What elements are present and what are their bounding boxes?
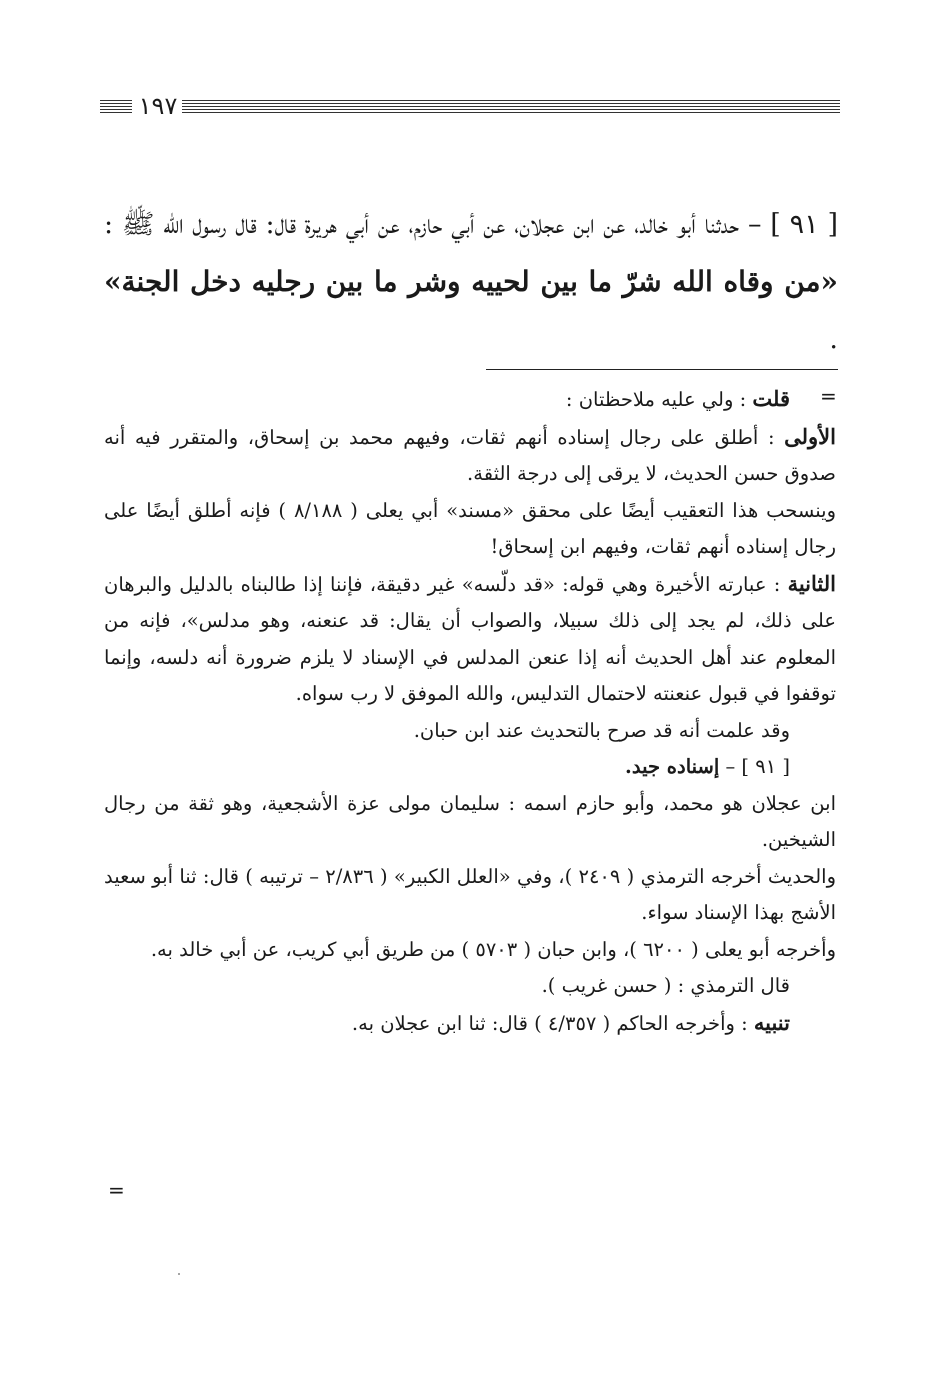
page-header <box>100 92 840 122</box>
note-first <box>104 419 836 493</box>
note-second-keyword: الثانية <box>787 570 836 596</box>
note-narrators: ابن عجلان هو محمد، وأبو حازم اسمه : سليمان مولى عزة الأشجعية، وهو ثقة من رجال الشيخين. <box>104 791 836 851</box>
note-warning <box>104 1005 790 1043</box>
hadith-end: . <box>829 324 838 355</box>
note-second <box>104 566 836 713</box>
grade-text: إسناده جيد. <box>625 755 720 778</box>
note-takhrij-abu-yala: وأخرجه أبو يعلى ( ٦٢٠٠ )، وابن حبان ( ٥٧٠٣ ) من طريق أبي كريب، عن أبي خالد به. <box>150 937 836 961</box>
page-speck <box>178 1273 180 1275</box>
note-tirmidhi-grade: قال الترمذي : ( حسن غريب ). <box>541 974 790 997</box>
note-first-continued: وينسحب هذا التعقيب أيضًا على محقق «مسند» أبي يعلى ( ٨/١٨٨ ) فإنه أطلق أيضًا على رجال إسناده أنهم ثقات، وفيهم ابن إسحاق! <box>104 498 836 558</box>
note-intro-text: : ولي عليه ملاحظتان : <box>565 388 753 411</box>
grade-line <box>104 749 790 786</box>
note-takhrij-tirmidhi: والحديث أخرجه الترمذي ( ٢٤٠٩ )، وفي «العلل الكبير» ( ٢/٨٣٦ – ترتيبه ) قال: ثنا أبو سعيد الأشج بهذا الإسناد سواء. <box>104 864 837 924</box>
header-rule-long <box>182 100 840 114</box>
page-number: ١٩٧ <box>138 92 178 120</box>
note-warning-text: : وأخرجه الحاكم ( ٤/٣٥٧ ) قال: ثنا ابن عجلان به. <box>351 1011 754 1035</box>
note-second-continued: وقد علمت أنه قد صرح بالتحديث عند ابن حبان. <box>413 718 790 742</box>
note-warning-keyword: تنبيه <box>753 1009 790 1035</box>
note-second-text: : عبارته الأخيرة وهي قوله: «قد دلّسه» غير دقيقة، فإننا إذا طالبناه بالدليل والبرهان على ذلك، لم يجد إلى ذلك سبيلا، والصواب أن يقال: قد عنعنه، وهو مدلس»، فإنه من المعلوم عند أهل الحديث أنه إذا عنعن المدلس في الإسناد لا يلزم ضرورة أنه دلسه، وإنما توقفوا في قبول عنعنته لاحتمال التدليس، والله الموفق لا رب سواه. <box>104 572 836 705</box>
header-rule-short <box>100 100 132 114</box>
hadith-matn: «من وقاه الله شرّ ما بين لحييه وشر ما بين رجليه دخل الجنة» <box>104 265 838 298</box>
note-first-text: : أطلق على رجال إسناده أنهم ثقات، وفيهم محمد بن إسحاق، والمتقرر فيه أنه صدوق حسن الحديث، لا يرقى إلى درجة الثقة. <box>104 425 836 485</box>
continuation-mark-bottom: = <box>108 1178 125 1202</box>
hadith-isnad: – حدثنا أبو خالد، عن ابن عجلان، عن أبي حازم، عن أبي هريرة قال: قال رسول الله ﷺ : <box>104 209 771 240</box>
grade-number: [ ٩١ ] – <box>719 755 790 778</box>
footnotes <box>104 381 837 1042</box>
note-intro <box>104 381 790 419</box>
continuation-mark-top: = <box>820 384 837 408</box>
note-first-keyword: الأولى <box>784 423 836 449</box>
hadith-text <box>104 196 838 368</box>
hadith-number: [ ٩١ ] <box>770 209 838 240</box>
footnote-divider <box>486 369 838 370</box>
note-intro-keyword: قلت <box>752 386 790 411</box>
